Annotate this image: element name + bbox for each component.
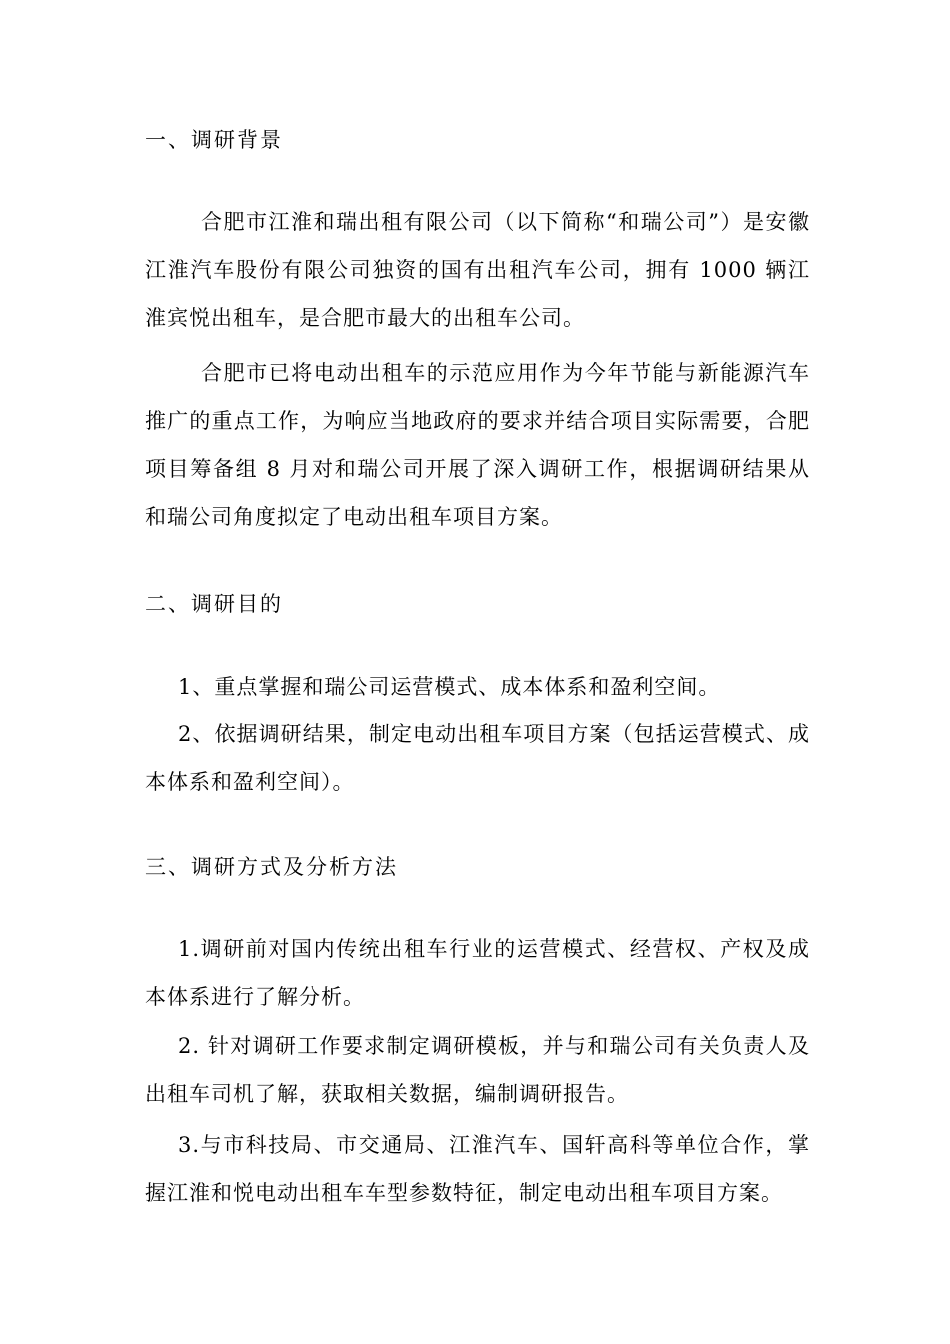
section-heading-background: 一、调研背景 <box>145 128 283 152</box>
purpose-item-1: 1、重点掌握和瑞公司运营模式、成本体系和盈利空间。 <box>178 675 721 699</box>
background-paragraph-2: 合肥市已将电动出租车的示范应用作为今年节能与新能源汽车推广的重点工作，为响应当地政府的要求并结合项目实际需要，合肥项目筹备组 8 月对和瑞公司开展了深入调研工作，根据调研结果从和瑞公司角度拟定了电动出租车项目方案。 <box>145 361 810 529</box>
methods-item-2: 2. 针对调研工作要求制定调研模板，并与和瑞公司有关负责人及出租车司机了解，获取相关数据，编制调研报告。 <box>145 1034 810 1106</box>
section-heading-purpose: 二、调研目的 <box>145 592 283 616</box>
background-paragraph-1: 合肥市江淮和瑞出租有限公司（以下简称“和瑞公司”）是安徽江淮汽车股份有限公司独资的国有出租汽车公司，拥有 1000 辆江淮宾悦出租车，是合肥市最大的出租车公司。 <box>145 210 810 330</box>
methods-item-1: 1.调研前对国内传统出租车行业的运营模式、经营权、产权及成本体系进行了解分析。 <box>145 937 810 1009</box>
purpose-item-2: 2、依据调研结果，制定电动出租车项目方案（包括运营模式、成本体系和盈利空间）。 <box>145 722 810 794</box>
section-heading-methods: 三、调研方式及分析方法 <box>145 855 398 879</box>
methods-item-3: 3.与市科技局、市交通局、江淮汽车、国轩高科等单位合作，掌握江淮和悦电动出租车车型参数特征，制定电动出租车项目方案。 <box>145 1133 810 1205</box>
